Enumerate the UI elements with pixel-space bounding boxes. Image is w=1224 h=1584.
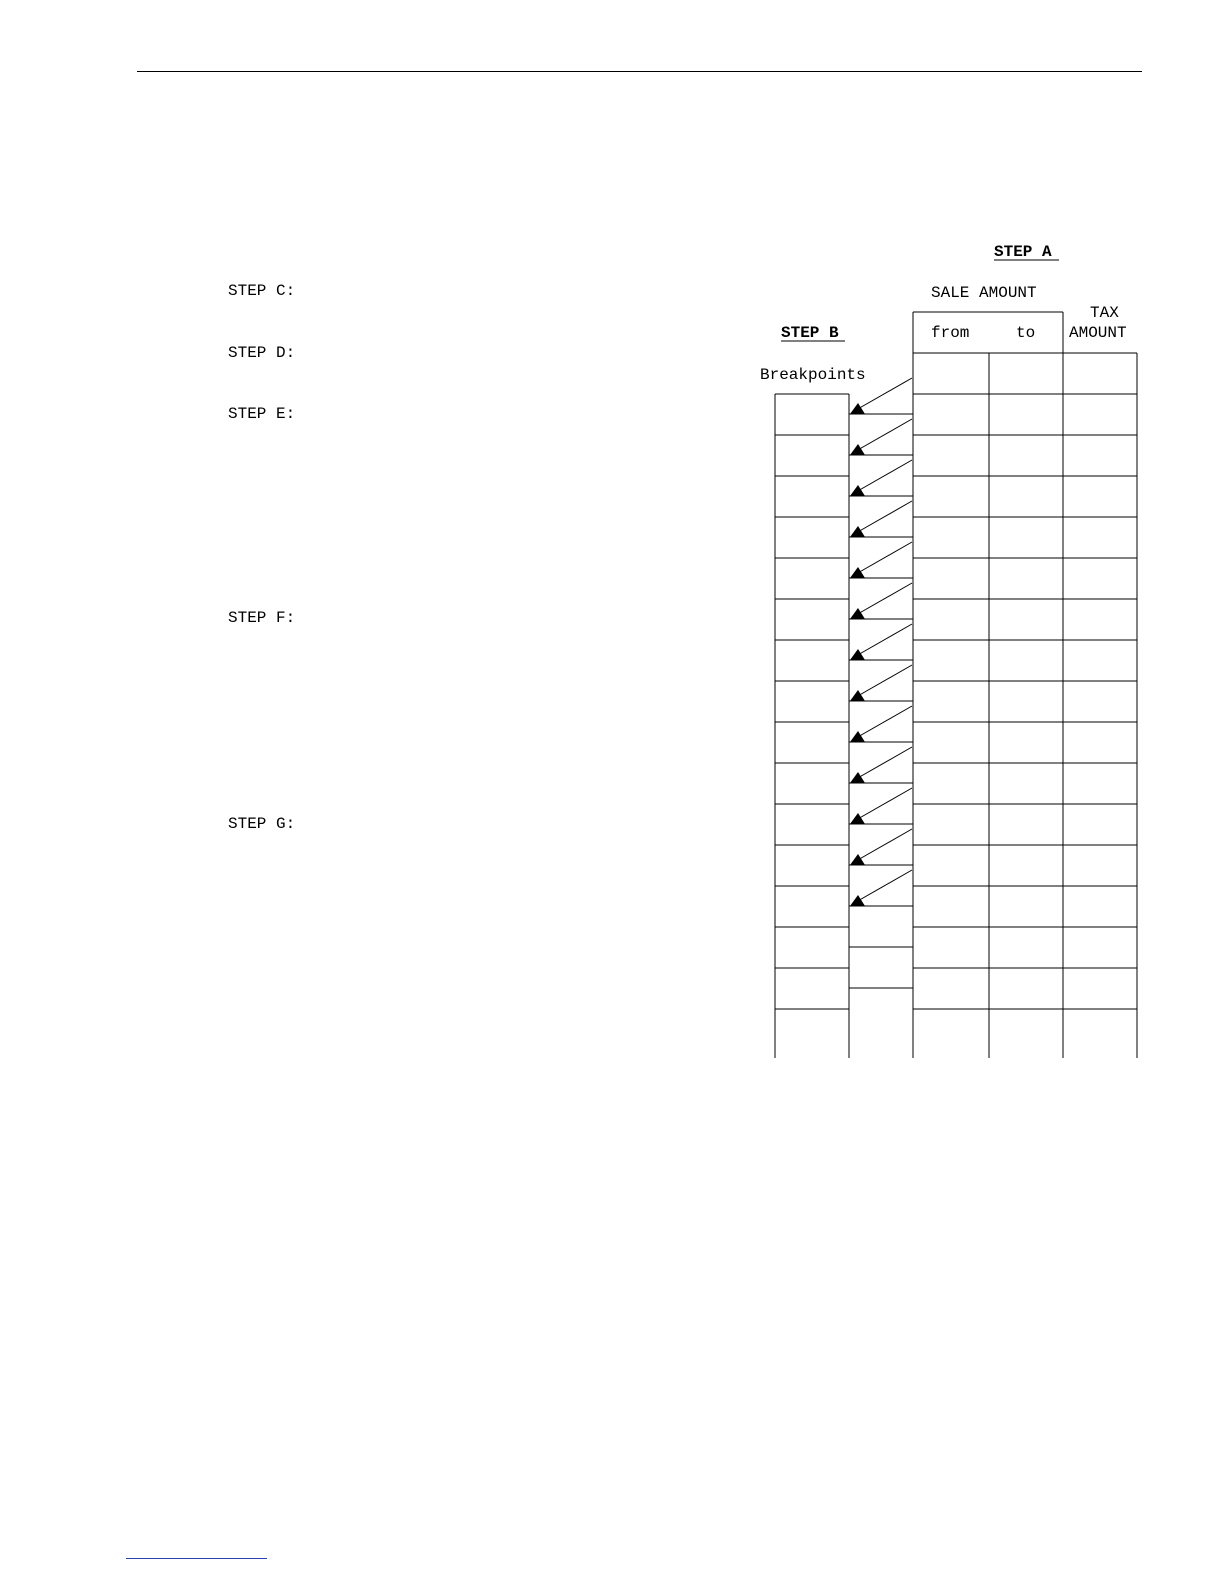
step-b-title: STEP B	[781, 324, 839, 342]
arrow-head-icon	[850, 567, 865, 578]
from-header: from	[931, 324, 970, 342]
arrow-head-icon	[850, 772, 865, 783]
arrow-head-icon	[850, 608, 865, 619]
breakpoints-header: Breakpoints	[760, 366, 866, 384]
arrow-head-icon	[850, 403, 865, 414]
breakpoint-arrow-line	[856, 460, 912, 492]
step-g-label: STEP G:	[228, 815, 296, 833]
step-f-label: STEP F:	[228, 609, 296, 627]
arrow-head-icon	[850, 485, 865, 496]
arrow-head-icon	[850, 895, 865, 906]
breakpoint-arrow-line	[856, 583, 912, 615]
step-c-label: STEP C:	[228, 282, 296, 300]
breakpoint-arrow-line	[856, 870, 912, 902]
breakpoint-arrow-line	[856, 624, 912, 656]
arrow-head-icon	[850, 444, 865, 455]
arrow-head-icon	[850, 649, 865, 660]
breakpoint-arrow-line	[856, 706, 912, 738]
breakpoint-arrow-line	[856, 542, 912, 574]
step-e-label: STEP E:	[228, 405, 296, 423]
step-d-label: STEP D:	[228, 344, 296, 362]
breakpoint-arrow-line	[856, 419, 912, 451]
worksheet-grid	[775, 353, 1137, 1058]
arrow-head-icon	[850, 526, 865, 537]
sale-amount-header: SALE AMOUNT	[931, 284, 1037, 302]
arrow-head-icon	[850, 813, 865, 824]
breakpoint-arrows	[850, 378, 912, 906]
breakpoint-arrow-line	[856, 665, 912, 697]
breakpoint-arrow-line	[856, 788, 912, 820]
footer-link-rule	[126, 1558, 267, 1559]
arrow-head-icon	[850, 690, 865, 701]
tax-header-line2: AMOUNT	[1069, 324, 1127, 342]
arrow-head-icon	[850, 854, 865, 865]
arrow-head-icon	[850, 731, 865, 742]
step-a-title: STEP A	[994, 243, 1052, 261]
breakpoint-arrow-line	[856, 501, 912, 533]
to-header: to	[1016, 324, 1036, 342]
breakpoint-arrow-line	[856, 747, 912, 779]
tax-header-line1: TAX	[1090, 304, 1119, 322]
breakpoint-arrow-line	[856, 829, 912, 861]
